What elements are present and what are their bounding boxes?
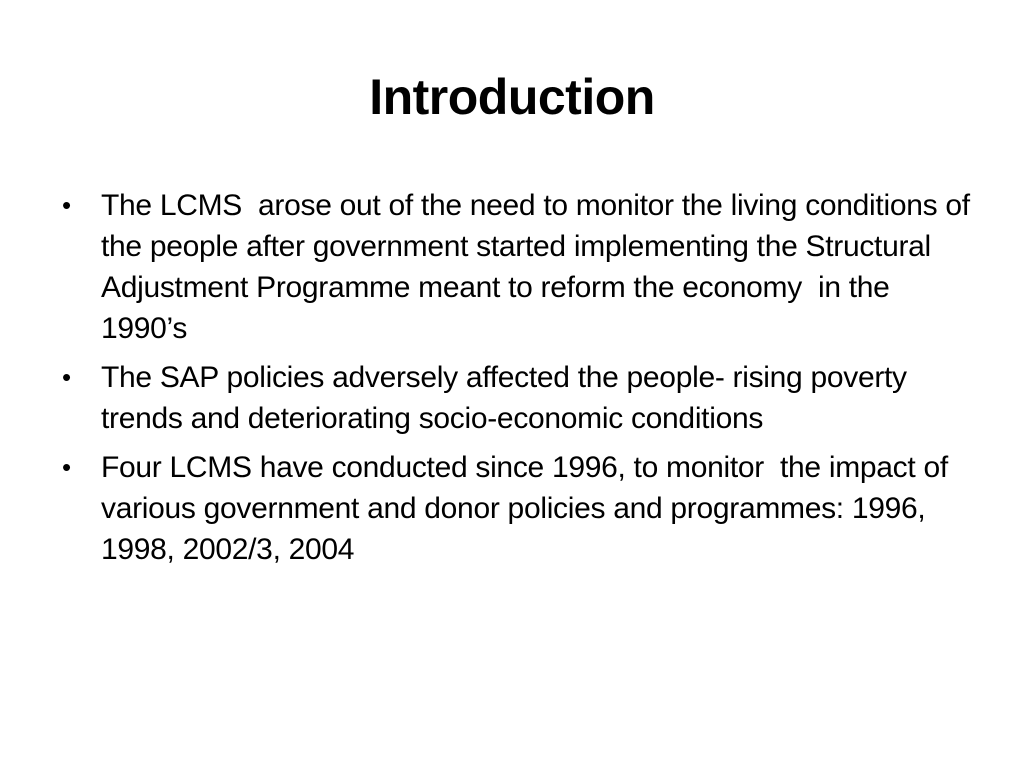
bullet-marker-icon: • bbox=[62, 190, 71, 220]
bullet-marker-icon: • bbox=[62, 362, 71, 392]
bullet-text: The LCMS arose out of the need to monitor the living conditions of the people after government started implementing the Structural Adjustment Programme meant to reform the economy in the 1990’s bbox=[101, 189, 978, 345]
bullet-marker-icon: • bbox=[62, 452, 71, 482]
slide-title: Introduction bbox=[369, 69, 655, 125]
bullet-text: Four LCMS have conducted since 1996, to monitor the impact of various government and donor policies and programmes: 1996, 1998, 2002/3, 2004 bbox=[101, 451, 956, 566]
bullet-item bbox=[56, 185, 976, 349]
bullet-item bbox=[56, 357, 976, 439]
bullet-item bbox=[56, 447, 976, 570]
bullet-text: The SAP policies adversely affected the people- rising poverty trends and deteriorating socio-economic conditions bbox=[101, 361, 915, 435]
bullet-list bbox=[56, 185, 976, 578]
